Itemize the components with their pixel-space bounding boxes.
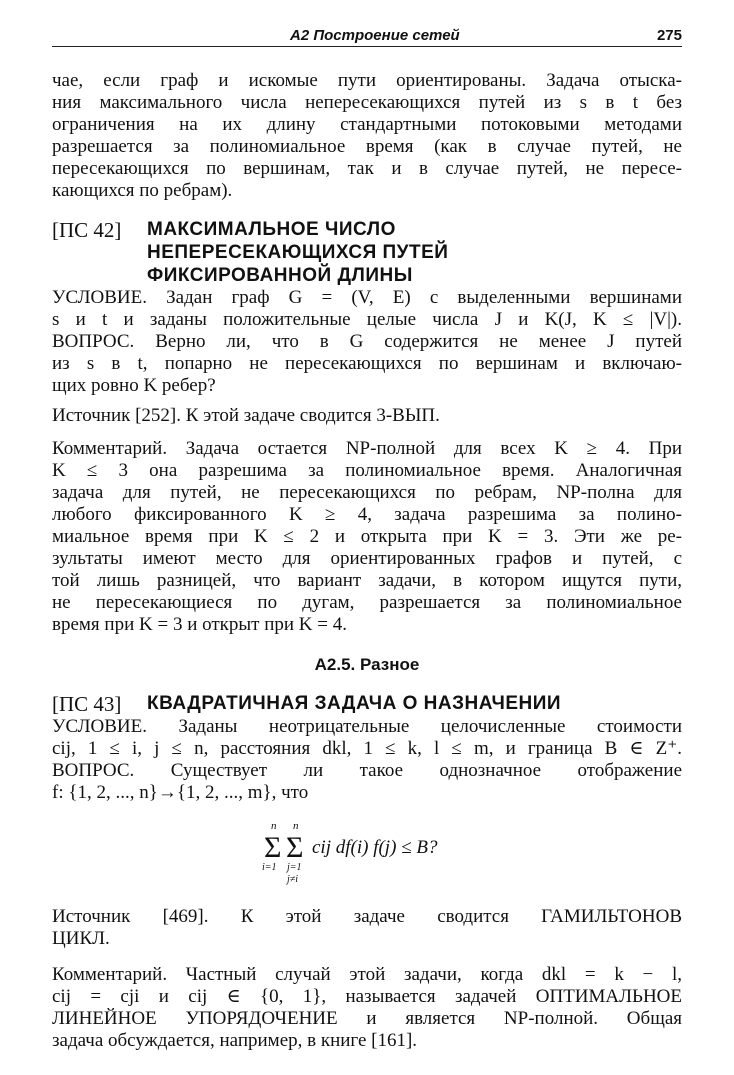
problem-title-line: МАКСИМАЛЬНОЕ ЧИСЛО: [147, 219, 396, 240]
condition-line: f: {1, 2, ..., n}→{1, 2, ..., m}, что: [52, 782, 309, 803]
condition-line: УСЛОВИЕ. Заданы неотрицательные целочисленные стоимости: [52, 716, 682, 737]
comment-line: не пересекающиеся по дугам, разрешается за полиномиальное: [52, 592, 682, 613]
condition-line: УСЛОВИЕ. Задан граф G = (V, E) с выделенными вершинами: [52, 287, 682, 308]
sum-upper-limit: n: [271, 820, 277, 832]
problem-title-line: НЕПЕРЕСЕКАЮЩИХСЯ ПУТЕЙ: [147, 242, 449, 263]
comment-line: cij = cji и cij ∈ {0, 1}, называется задачей ОПТИМАЛЬНОЕ: [52, 986, 682, 1007]
comment-line: Комментарий. Частный случай этой задачи, когда dkl = k − l,: [52, 964, 682, 985]
problem-title-line: ФИКСИРОВАННОЙ ДЛИНЫ: [147, 265, 413, 286]
comment-line: ЛИНЕЙНОЕ УПОРЯДОЧЕНИЕ и является NP-полной. Общая: [52, 1008, 682, 1029]
source-line: Источник [469]. К этой задаче сводится ГАМИЛЬТОНОВ: [52, 906, 682, 927]
source-line: Источник [252]. К этой задаче сводится 3-ВЫП.: [52, 405, 440, 426]
sum-lower-limit: j=1: [287, 862, 302, 873]
condition-line: из s в t, попарно не пересекающихся по вершинам и включаю-: [52, 353, 682, 374]
intro-line: ограничения на их длину стандартными потоковыми методами: [52, 114, 682, 135]
source-line: ЦИКЛ.: [52, 928, 110, 949]
page-number: 275: [656, 27, 682, 44]
header-rule: [52, 46, 682, 47]
condition-line: cij, 1 ≤ i, j ≤ n, расстояния dkl, 1 ≤ k, l ≤ m, и граница B ∈ Z⁺.: [52, 738, 682, 759]
intro-line: разрешается за полиномиальное время (как в случае путей, не: [52, 136, 682, 157]
section-title: А2.5. Разное: [314, 655, 420, 674]
comment-line: задача обсуждается, например, в книге [161].: [52, 1030, 418, 1051]
comment-line: миальное время при K ≤ 2 и открыта при K = 3. Эти же ре-: [52, 526, 682, 547]
comment-line: той лишь разницей, что вариант задачи, в котором ищутся пути,: [52, 570, 682, 591]
problem-title: КВАДРАТИЧНАЯ ЗАДАЧА О НАЗНАЧЕНИИ: [147, 693, 562, 714]
comment-line: зультаты имеют место для ориентированных графов и путей, с: [52, 548, 682, 569]
sigma-symbol: Σ: [264, 831, 282, 864]
comment-line: Комментарий. Задача остается NP-полной для всех K ≥ 4. При: [52, 438, 682, 459]
comment-line: время при K = 3 и открыт при K = 4.: [52, 614, 347, 635]
condition-line: ВОПРОС. Существует ли такое однозначное отображение: [52, 760, 682, 781]
intro-line: чае, если граф и искомые пути ориентированы. Задача отыска-: [52, 70, 682, 91]
double-sum-formula: [262, 818, 482, 886]
sigma-symbol: Σ: [286, 831, 304, 864]
running-title: А2 Построение сетей: [290, 27, 460, 44]
condition-line: щих ровно K ребер?: [52, 375, 216, 396]
intro-line: пересекающихся по вершинам, так и в случае путей, не пересе-: [52, 158, 682, 179]
comment-line: задача для путей, не пересекающихся по ребрам, NP-полна для: [52, 482, 682, 503]
problem-code-ps43: [ПС 43]: [52, 692, 122, 716]
sum-body: cij df(i) f(j) ≤ B?: [312, 837, 438, 858]
sum-lower-limit: i=1: [262, 862, 277, 873]
sum-lower-limit: j≠i: [287, 874, 299, 885]
condition-line: s и t и заданы положительные целые числа J и K(J, K ≤ |V|).: [52, 309, 682, 330]
comment-line: K ≤ 3 она разрешима за полиномиальное время. Аналогичная: [52, 460, 682, 481]
comment-line: любого фиксированного K ≥ 4, задача разрешима за полино-: [52, 504, 682, 525]
condition-line: ВОПРОС. Верно ли, что в G содержится не менее J путей: [52, 331, 682, 352]
sum-upper-limit: n: [293, 820, 299, 832]
intro-line: кающихся по ребрам).: [52, 180, 233, 201]
problem-code-ps42: [ПС 42]: [52, 218, 122, 242]
intro-line: ния максимального числа непересекающихся путей из s в t без: [52, 92, 682, 113]
